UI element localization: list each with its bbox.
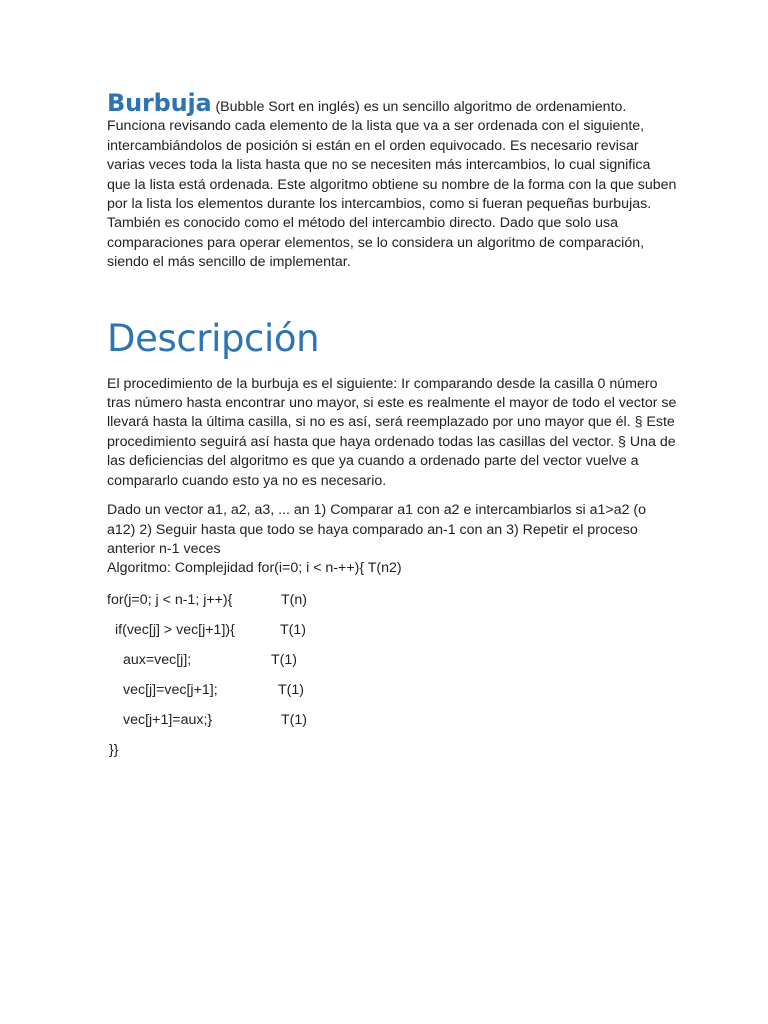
code-line — [107, 622, 677, 641]
code-line — [107, 712, 677, 731]
code-line — [107, 652, 677, 671]
code-statement: vec[j]=vec[j+1]; — [123, 681, 218, 698]
section-heading: Descripción — [107, 316, 320, 360]
intro-paragraph — [107, 89, 677, 273]
code-statement: aux=vec[j]; — [123, 651, 192, 668]
intro-term: Burbuja — [107, 89, 212, 117]
code-block — [107, 592, 677, 761]
procedure-paragraph: El procedimiento de la burbuja es el siguiente: Ir comparando desde la casilla 0 número tras número hasta encontrar uno mayor, si este es realmente el mayor de todo el vector se llevará hasta la última casilla, si no es así, será reemplazado por uno mayor que él. § Este procedimiento seguirá así hasta que haya ordenado todas las casillas del vector. § Una de las deficiencias del algoritmo es que ya cuando a ordenado parte del vector vuelve a compararlo cuando esto ya no es necesario. — [107, 375, 677, 489]
code-statement: for(j=0; j < n-1; j++){ — [107, 591, 233, 608]
code-cost: T(1) — [278, 681, 305, 698]
code-line — [107, 682, 677, 701]
code-statement: if(vec[j] > vec[j+1]){ — [115, 621, 235, 638]
document-page — [107, 89, 677, 772]
code-cost: T(1) — [281, 711, 308, 728]
vector-paragraph: Dado un vector a1, a2, a3, ... an 1) Comparar a1 con a2 e intercambiarlos si a1>a2 (o a12) 2) Seguir hasta que todo se haya comparado an-1 con an 3) Repetir el proceso anterior n-1 veces — [107, 502, 647, 557]
code-line — [107, 742, 677, 761]
code-cost: T(n) — [281, 591, 308, 608]
code-cost: T(1) — [271, 651, 298, 668]
code-statement: }} — [109, 741, 119, 758]
intro-text: (Bubble Sort en inglés) es un sencillo algoritmo de ordenamiento. Funciona revisando cada elemento de la lista que va a ser ordenada con el siguiente, intercambiándolos de posición si están en el orden equivocado. Es necesario revisar varias veces toda la lista hasta que no se necesiten más intercambios, lo cual significa que la lista está ordenada. Este algoritmo obtiene su nombre de la forma con la que suben por la lista los elementos durante los intercambios, como si fueran pequeñas burbujas. También es conocido como el método del intercambio directo. Dado que solo usa comparaciones para operar elementos, se lo considera un algoritmo de comparación, siendo el más sencillo de implementar. — [107, 99, 677, 271]
complexity-line: Algoritmo: Complejidad for(i=0; i < n-++){ T(n2) — [107, 560, 402, 577]
code-cost: T(1) — [280, 621, 307, 638]
code-line — [107, 592, 677, 611]
code-statement: vec[j+1]=aux;} — [123, 711, 213, 728]
